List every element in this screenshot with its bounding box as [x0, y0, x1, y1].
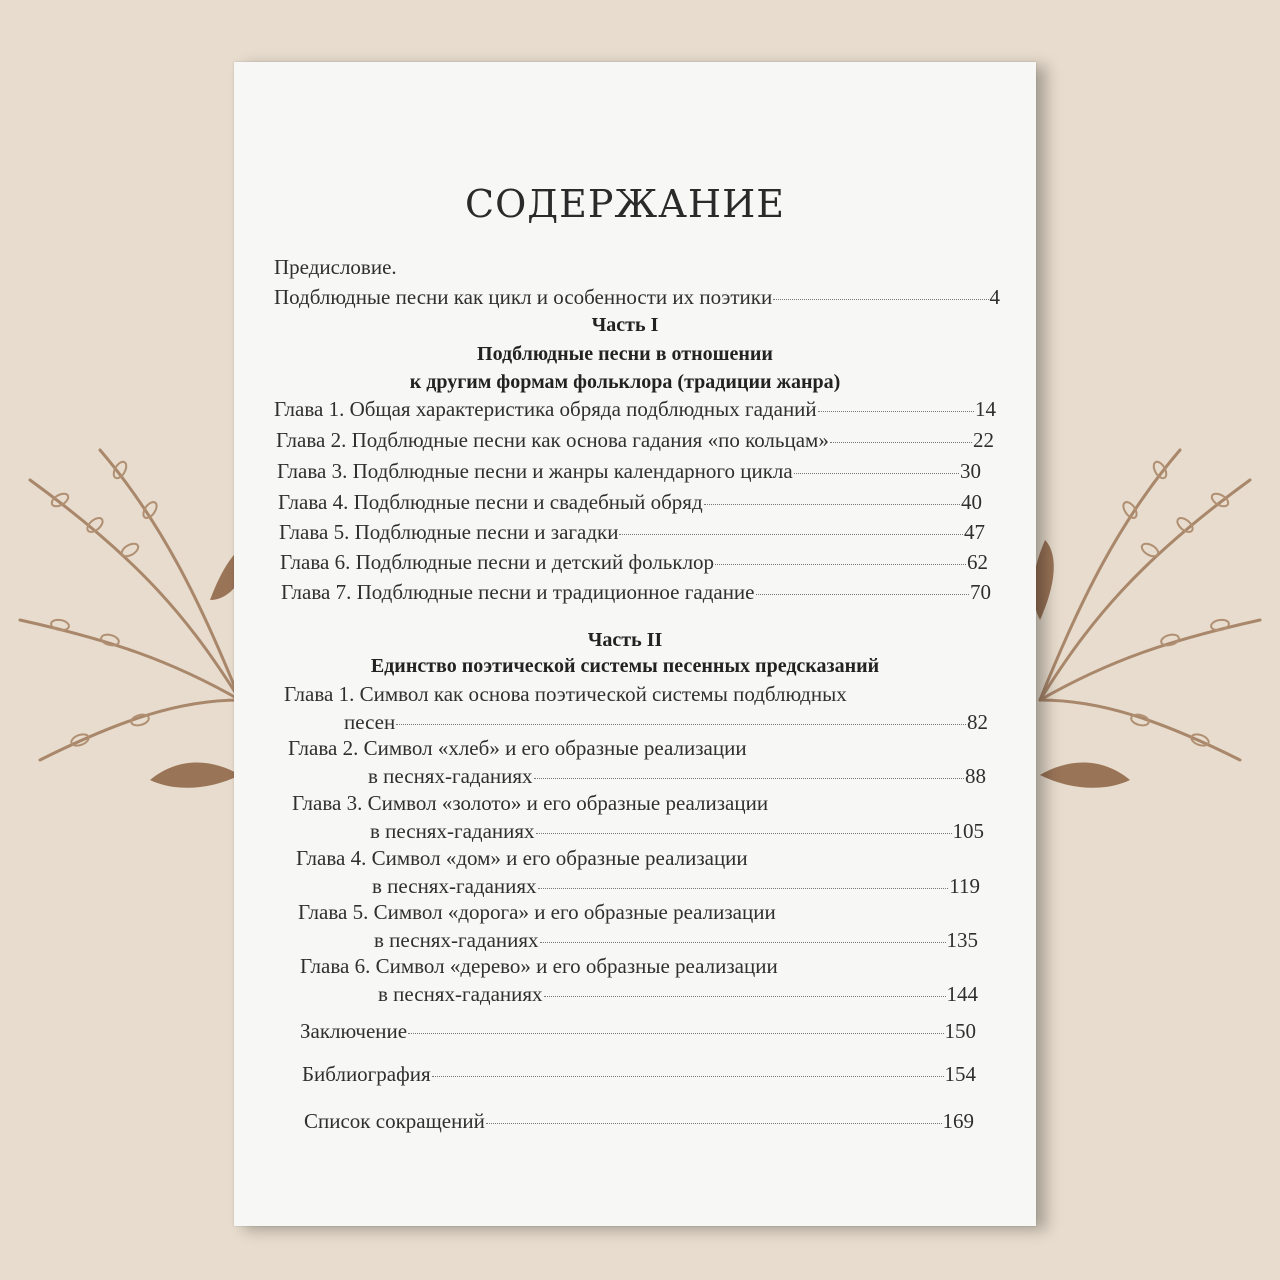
toc-entry-page: 154: [944, 1062, 976, 1086]
toc-entry-page: 30: [960, 459, 981, 483]
toc-entry-part2-chapter: [368, 764, 986, 792]
leader-dots: [408, 1033, 943, 1034]
toc-entry-page: 14: [975, 397, 996, 421]
toc-entry-label: Подблюдные песни как цикл и особенности их поэтики: [274, 285, 773, 309]
toc-entry-page: 88: [965, 764, 986, 788]
toc-entry-part1-chapter: [280, 550, 988, 578]
toc-entry-part1-chapter: [276, 428, 994, 456]
part1-title-line1: Подблюдные песни в отношении: [477, 343, 773, 365]
right-branch-stem: [1040, 700, 1240, 760]
leader-dots: [432, 1076, 944, 1077]
toc-entry-part2-chapter: [378, 982, 978, 1010]
toc-entry-label: в песнях-гаданиях: [368, 764, 533, 788]
left-branch-stem: [30, 480, 240, 700]
toc-entry-part2-chapter: [374, 928, 978, 956]
toc-entry-page: 169: [942, 1109, 974, 1133]
toc-entry-page: 47: [964, 520, 985, 544]
part2-title: Единство поэтической системы песенных предсказаний: [370, 655, 880, 677]
toc-entry-part1-chapter: [279, 520, 985, 548]
leader-dots: [715, 564, 966, 565]
toc-entry-part2-chapter: [344, 710, 988, 738]
preface-label: Предисловие.: [274, 255, 397, 279]
part2-label: Часть II: [587, 629, 663, 651]
leader-dots: [540, 942, 946, 943]
toc-entry-part1-chapter: [274, 397, 996, 425]
leader-dots: [396, 724, 966, 725]
leader-dots: [794, 473, 959, 474]
right-leaf: [1033, 540, 1054, 620]
toc-entry-back-matter: [300, 1019, 976, 1047]
toc-entry-label: Глава 5. Подблюдные песни и загадки: [279, 520, 619, 544]
leader-dots: [544, 996, 946, 997]
left-leaf: [150, 763, 240, 788]
toc-entry-preface: [274, 285, 1000, 313]
leader-dots: [619, 534, 963, 535]
toc-entry-page: 70: [970, 580, 991, 604]
toc-entry-label: в песнях-гаданиях: [370, 819, 535, 843]
part1-title-line2: к другим формам фольклора (традиции жанра): [409, 371, 841, 393]
toc-entry-back-matter: [302, 1062, 976, 1090]
toc-entry-part2-chapter-title: Глава 1. Символ как основа поэтической системы подблюдных: [284, 682, 847, 706]
left-branch-stem: [20, 620, 240, 700]
leader-dots: [704, 504, 960, 505]
toc-entry-page: 4: [989, 285, 1000, 309]
toc-entry-label: в песнях-гаданиях: [374, 928, 539, 952]
right-branch-stem: [1040, 450, 1180, 700]
page-title: СОДЕРЖАНИЕ: [465, 182, 785, 226]
toc-entry-label: в песнях-гаданиях: [378, 982, 543, 1006]
toc-entry-part2-chapter: [372, 874, 980, 902]
toc-entry-label: песен: [344, 710, 396, 734]
right-branch-stem: [1040, 620, 1260, 700]
leader-dots: [818, 411, 974, 412]
toc-entry-back-matter: [304, 1109, 974, 1137]
toc-entry-label: в песнях-гаданиях: [372, 874, 537, 898]
toc-entry-page: 144: [946, 982, 978, 1006]
toc-entry-label: Глава 1. Общая характеристика обряда подблюдных гаданий: [274, 397, 817, 421]
toc-entry-page: 135: [946, 928, 978, 952]
leader-dots: [536, 833, 952, 834]
leader-dots: [773, 299, 988, 300]
right-branch-stem: [1040, 480, 1250, 700]
toc-entry-page: 40: [961, 490, 982, 514]
toc-entry-page: 119: [949, 874, 980, 898]
toc-entry-label: Библиография: [302, 1062, 431, 1086]
toc-entry-label: Заключение: [300, 1019, 408, 1043]
left-branch-stem: [40, 700, 240, 760]
toc-entry-label: Глава 2. Подблюдные песни как основа гадания «по кольцам»: [276, 428, 829, 452]
part1-label: Часть I: [591, 314, 659, 336]
toc-entry-part2-chapter-title: Глава 4. Символ «дом» и его образные реализации: [296, 846, 748, 870]
toc-entry-label: Глава 3. Подблюдные песни и жанры календарного цикла: [277, 459, 793, 483]
toc-entry-part1-chapter: [277, 459, 981, 487]
toc-entry-label: Глава 4. Подблюдные песни и свадебный обряд: [278, 490, 703, 514]
book-page: [234, 62, 1036, 1226]
leader-dots: [538, 888, 949, 889]
leader-dots: [534, 778, 964, 779]
toc-entry-part2-chapter-title: Глава 2. Символ «хлеб» и его образные реализации: [288, 736, 747, 760]
leader-dots: [756, 594, 970, 595]
toc-entry-part2-chapter: [370, 819, 984, 847]
toc-entry-part1-chapter: [281, 580, 991, 608]
toc-entry-label: Глава 7. Подблюдные песни и традиционное гадание: [281, 580, 755, 604]
toc-entry-part1-chapter: [278, 490, 982, 518]
toc-entry-part2-chapter-title: Глава 3. Символ «золото» и его образные реализации: [292, 791, 769, 815]
toc-entry-page: 62: [967, 550, 988, 574]
toc-entry-part2-chapter-title: Глава 6. Символ «дерево» и его образные реализации: [300, 954, 778, 978]
toc-entry-label: Список сокращений: [304, 1109, 485, 1133]
leader-dots: [830, 442, 972, 443]
toc-entry-page: 150: [944, 1019, 976, 1043]
right-leaf: [1040, 763, 1130, 788]
toc-entry-page: 82: [967, 710, 988, 734]
toc-entry-page: 22: [973, 428, 994, 452]
leader-dots: [486, 1123, 942, 1124]
left-branch-stem: [100, 450, 240, 700]
toc-entry-label: Глава 6. Подблюдные песни и детский фольклор: [280, 550, 715, 574]
toc-entry-page: 105: [952, 819, 984, 843]
toc-entry-part2-chapter-title: Глава 5. Символ «дорога» и его образные реализации: [298, 900, 776, 924]
